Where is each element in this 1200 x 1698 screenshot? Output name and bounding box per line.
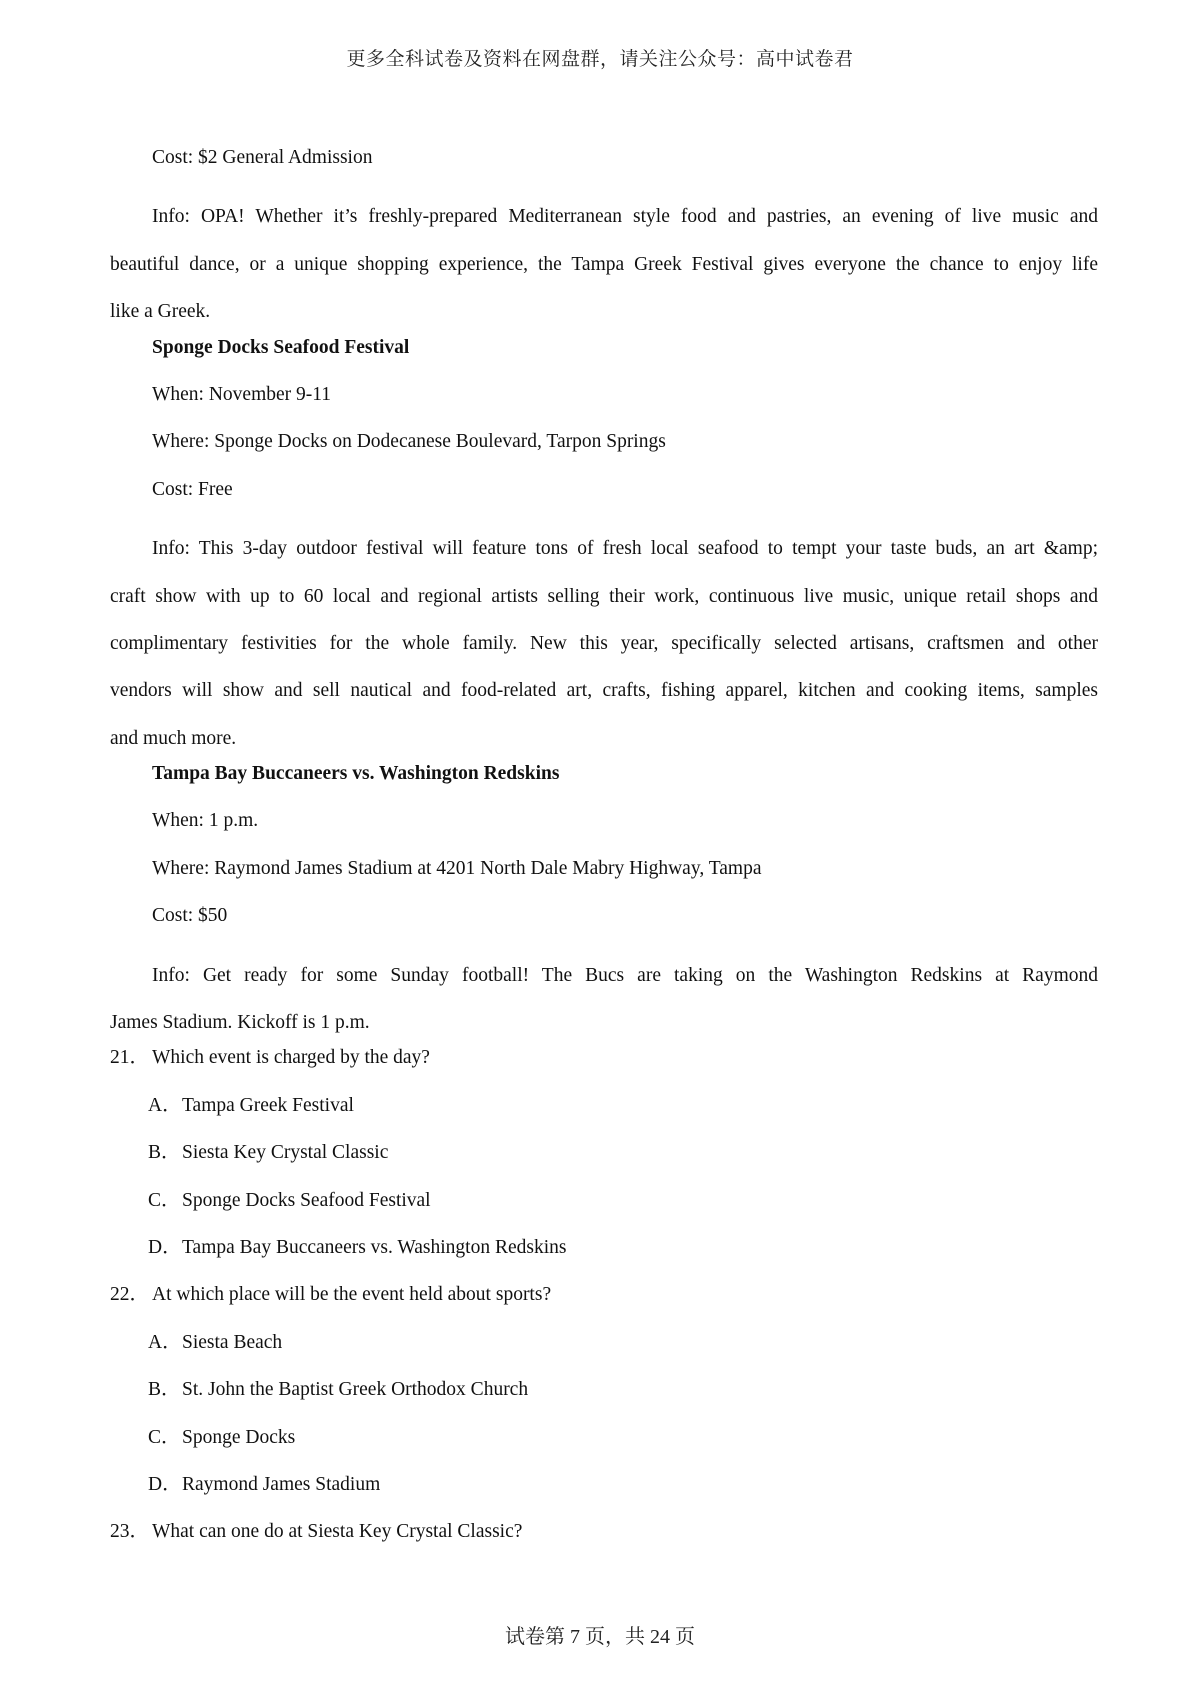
question-number: 22． <box>110 1284 150 1306</box>
info-line: Info: OPA! Whether it’s freshly-prepared Mediterranean style food and pastries, an evening of live music and <box>152 206 1098 228</box>
question-number: 23． <box>110 1521 150 1543</box>
question-23 <box>110 1520 1098 1567</box>
buccaneers-title: Tampa Bay Buccaneers vs. Washington Redskins <box>152 763 560 785</box>
option-letter: C． <box>148 1189 181 1211</box>
option-text: Siesta Beach <box>182 1331 283 1353</box>
info-line: beautiful dance, or a unique shopping experience, the Tampa Greek Festival gives everyone the chance to enjoy life <box>110 253 1098 275</box>
question-21-option-a[interactable] <box>110 1094 1098 1141</box>
buccaneers-info <box>110 952 1098 1047</box>
info-line: and much more. <box>110 727 237 749</box>
question-21-option-d[interactable] <box>110 1236 1098 1283</box>
option-letter: D． <box>148 1236 182 1258</box>
option-letter: B． <box>148 1142 181 1164</box>
sponge-docks-where: Where: Sponge Docks on Dodecanese Boulevard, Tarpon Springs <box>152 431 666 453</box>
question-number: 21． <box>110 1047 150 1069</box>
page-header-banner: 更多全科试卷及资料在网盘群，请关注公众号：高中试卷君 <box>346 49 854 70</box>
buccaneers-where: Where: Raymond James Stadium at 4201 North Dale Mabry Highway, Tampa <box>152 857 762 879</box>
sponge-docks-when: When: November 9-11 <box>152 383 332 405</box>
question-21-option-b[interactable] <box>110 1141 1098 1188</box>
info-line: complimentary festivities for the whole family. New this year, specifically selected artisans, craftsmen and other <box>110 632 1098 654</box>
option-text: Tampa Greek Festival <box>182 1094 354 1116</box>
option-text: Raymond James Stadium <box>182 1473 381 1495</box>
sponge-docks-cost: Cost: Free <box>152 478 233 500</box>
option-letter: C． <box>148 1426 181 1448</box>
option-text: St. John the Baptist Greek Orthodox Church <box>182 1379 529 1401</box>
option-letter: A． <box>148 1094 182 1116</box>
info-line: like a Greek. <box>110 301 211 323</box>
sponge-docks-info <box>110 525 1098 762</box>
option-text: Siesta Key Crystal Classic <box>182 1142 389 1164</box>
question-22-option-a[interactable] <box>110 1331 1098 1378</box>
greek-festival-cost: Cost: $2 General Admission <box>152 147 373 168</box>
option-text: Sponge Docks <box>182 1426 296 1448</box>
sponge-docks-title: Sponge Docks Seafood Festival <box>152 336 410 358</box>
question-text: At which place will be the event held about sports? <box>152 1284 552 1306</box>
option-letter: D． <box>148 1473 182 1495</box>
info-line: James Stadium. Kickoff is 1 p.m. <box>110 1012 370 1034</box>
info-line: Info: This 3-day outdoor festival will feature tons of fresh local seafood to tempt your taste buds, an art &amp; <box>152 538 1098 560</box>
option-text: Sponge Docks Seafood Festival <box>182 1189 431 1211</box>
info-line: craft show with up to 60 local and regional artists selling their work, continuous live music, unique retail shops and <box>110 585 1098 607</box>
question-21-option-c[interactable] <box>110 1189 1098 1236</box>
buccaneers-when: When: 1 p.m. <box>152 810 259 832</box>
info-line: vendors will show and sell nautical and food-related art, crafts, fishing apparel, kitchen and cooking items, samples <box>110 680 1098 702</box>
document-content <box>110 146 1098 1568</box>
question-22 <box>110 1283 1098 1330</box>
question-22-option-d[interactable] <box>110 1473 1098 1520</box>
page-footer: 试卷第 7 页，共 24 页 <box>505 1626 695 1648</box>
option-letter: B． <box>148 1379 181 1401</box>
question-text: Which event is charged by the day? <box>152 1047 430 1069</box>
buccaneers-cost: Cost: $50 <box>152 905 228 927</box>
option-text: Tampa Bay Buccaneers vs. Washington Redskins <box>182 1236 567 1258</box>
question-22-option-b[interactable] <box>110 1378 1098 1425</box>
option-letter: A． <box>148 1331 182 1353</box>
greek-festival-info <box>110 193 1098 335</box>
question-text: What can one do at Siesta Key Crystal Classic? <box>152 1521 523 1543</box>
question-22-option-c[interactable] <box>110 1426 1098 1473</box>
question-21 <box>110 1046 1098 1093</box>
info-line: Info: Get ready for some Sunday football! The Bucs are taking on the Washington Redskins at Raymond <box>152 964 1098 986</box>
